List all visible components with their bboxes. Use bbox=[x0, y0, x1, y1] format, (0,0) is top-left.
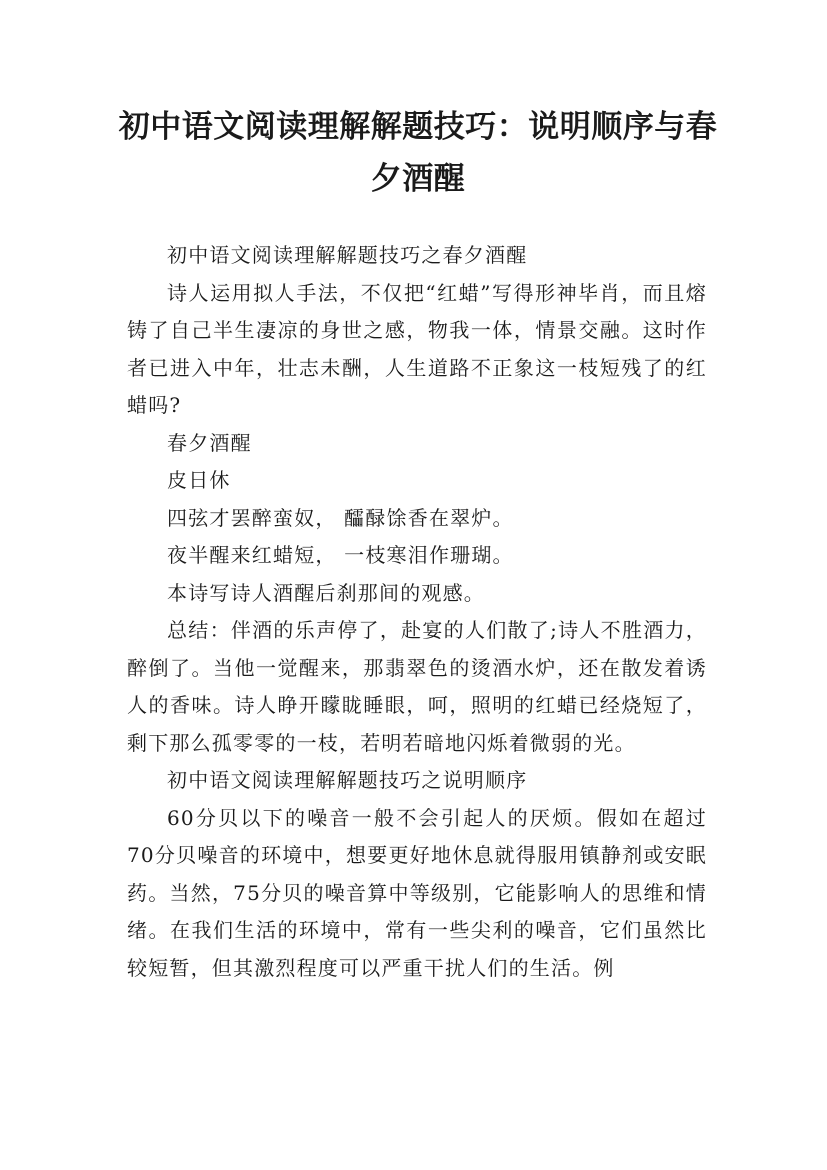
poem-line-2: 夜半醒来红蜡短， 一枝寒泪作珊瑚。 bbox=[167, 543, 514, 567]
paragraph-intro: 本诗写诗人酒醒后刹那间的观感。 bbox=[167, 580, 485, 605]
paragraph-analysis: 诗人运用拟人手法，不仅把“红蜡”写得形神毕肖，而且熔铸了自己半生凄凉的身世之感，物我一体，情景交融。这时作者已进入中年，壮志未酬，人生道路不正象这一枝短残了的红蜡吗? bbox=[127, 280, 707, 417]
poem-title: 春夕酒醒 bbox=[167, 430, 252, 455]
poem-author: 皮日休 bbox=[167, 468, 231, 492]
section-heading-chunxi: 初中语文阅读理解解题技巧之春夕酒醒 bbox=[167, 243, 528, 267]
document-title: 初中语文阅读理解解题技巧：说明顺序与春夕酒醒 bbox=[118, 109, 718, 197]
paragraph-noise: 60分贝以下的噪音一般不会引起人的厌烦。假如在超过70分贝噪音的环境中，想要更好地休息就得服用镇静剂或安眠药。当然，75分贝的噪音算中等级别，它能影响人的思维和情绪。在我们生活的环境中，常有一些尖利的噪音，它们虽然比较短暂，但其激烈程度可以严重干扰人们的生活。例 bbox=[127, 805, 707, 980]
paragraph-summary: 总结：伴酒的乐声停了，赴宴的人们散了;诗人不胜酒力，醉倒了。当他一觉醒来，那翡翠色的烫酒水炉，还在散发着诱人的香味。诗人睁开矇眬睡眼，呵，照明的红蜡已经烧短了，剩下那么孤零零的一枝，若明若暗地闪烁着微弱的光。 bbox=[127, 618, 707, 755]
poem-line-1: 四弦才罢醉蛮奴， 醽醁馀香在翠炉。 bbox=[167, 505, 514, 530]
section-heading-order: 初中语文阅读理解解题技巧之说明顺序 bbox=[167, 768, 528, 792]
document-body bbox=[127, 237, 707, 987]
